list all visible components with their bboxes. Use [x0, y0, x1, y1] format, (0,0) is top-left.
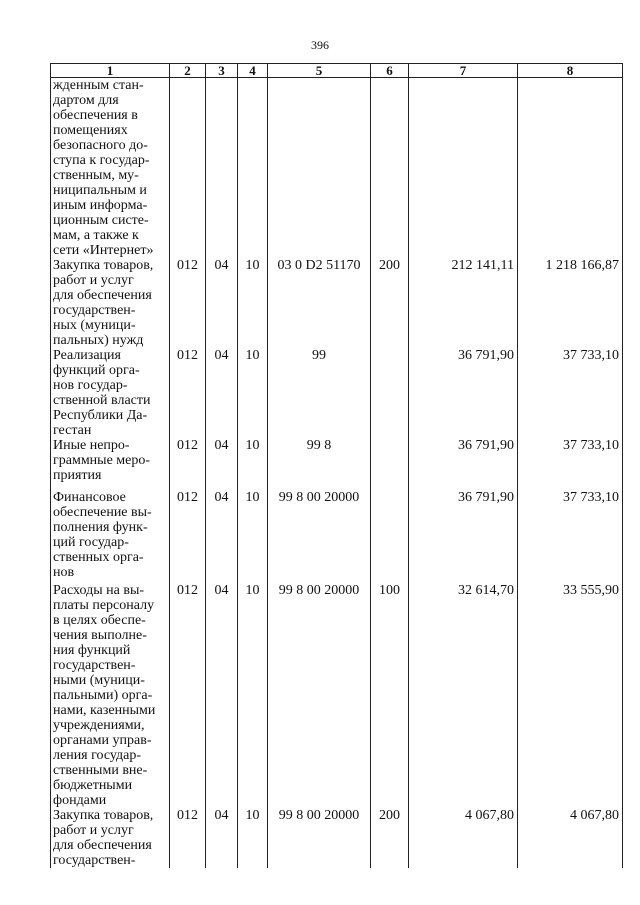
cell-expense-type: 200 — [371, 258, 409, 348]
cell-amount-year-1: 4 067,80 — [409, 808, 518, 868]
cell-expense-type: 100 — [371, 583, 409, 808]
cell-subsection: 10 — [238, 348, 268, 438]
cell-ministry-code: 012 — [170, 808, 206, 868]
cell-target-article: 99 — [268, 348, 371, 438]
column-header-3: 3 — [206, 64, 238, 78]
row-name: жденным стан- дартом для обеспечения в помещениях безопасного до- ступа к государ- ственным, му- ниципальным и иным информа- ционным систе- мам, а также к сети «Интернет» — [51, 78, 170, 259]
row-name: Закупка товаров, работ и услуг для обеспечения государствен- — [51, 808, 170, 868]
cell-amount-year-1: 36 791,90 — [409, 348, 518, 438]
cell-expense-type — [371, 78, 409, 259]
cell-expense-type: 200 — [371, 808, 409, 868]
cell-subsection: 10 — [238, 808, 268, 868]
cell-amount-year-1 — [409, 78, 518, 259]
column-header-4: 4 — [238, 64, 268, 78]
row-name: Финансовое обеспечение вы- полнения функ- ций государ- ственных орга- нов — [51, 490, 170, 583]
cell-ministry-code: 012 — [170, 438, 206, 490]
column-header-7: 7 — [409, 64, 518, 78]
cell-amount-year-1: 36 791,90 — [409, 438, 518, 490]
cell-ministry-code: 012 — [170, 348, 206, 438]
cell-target-article — [268, 78, 371, 259]
cell-amount-year-2: 37 733,10 — [518, 348, 623, 438]
page-number: 396 — [311, 38, 329, 52]
table-row — [51, 348, 623, 438]
cell-expense-type — [371, 348, 409, 438]
cell-subsection — [238, 78, 268, 259]
column-header-6: 6 — [371, 64, 409, 78]
cell-amount-year-1: 36 791,90 — [409, 490, 518, 583]
cell-amount-year-2 — [518, 78, 623, 259]
cell-amount-year-2: 37 733,10 — [518, 438, 623, 490]
table-row — [51, 438, 623, 490]
cell-section: 04 — [206, 490, 238, 583]
table-row — [51, 583, 623, 808]
cell-section: 04 — [206, 258, 238, 348]
row-name: Закупка товаров, работ и услуг для обеспечения государствен- ных (муници- пальных) нужд — [51, 258, 170, 348]
cell-subsection: 10 — [238, 583, 268, 808]
column-header-8: 8 — [518, 64, 623, 78]
row-name: Реализация функций орга- нов государ- ственной власти Республики Да- гестан — [51, 348, 170, 438]
column-header-5: 5 — [268, 64, 371, 78]
table-row — [51, 490, 623, 583]
cell-ministry-code: 012 — [170, 258, 206, 348]
cell-target-article: 99 8 00 20000 — [268, 808, 371, 868]
cell-amount-year-2: 37 733,10 — [518, 490, 623, 583]
cell-section: 04 — [206, 348, 238, 438]
cell-target-article: 99 8 00 20000 — [268, 490, 371, 583]
column-header-row — [51, 64, 623, 78]
column-header-1: 1 — [51, 64, 170, 78]
cell-subsection: 10 — [238, 438, 268, 490]
cell-amount-year-2: 4 067,80 — [518, 808, 623, 868]
row-name: Иные непро- граммные меро- приятия — [51, 438, 170, 490]
cell-section: 04 — [206, 808, 238, 868]
cell-amount-year-2: 1 218 166,87 — [518, 258, 623, 348]
cell-amount-year-1: 212 141,11 — [409, 258, 518, 348]
cell-subsection: 10 — [238, 258, 268, 348]
column-header-2: 2 — [170, 64, 206, 78]
table-row — [51, 78, 623, 259]
cell-target-article: 03 0 D2 51170 — [268, 258, 371, 348]
cell-section: 04 — [206, 583, 238, 808]
cell-expense-type — [371, 490, 409, 583]
cell-amount-year-1: 32 614,70 — [409, 583, 518, 808]
table-row — [51, 808, 623, 868]
budget-table — [50, 63, 623, 868]
cell-target-article: 99 8 00 20000 — [268, 583, 371, 808]
cell-ministry-code: 012 — [170, 490, 206, 583]
cell-ministry-code: 012 — [170, 583, 206, 808]
cell-target-article: 99 8 — [268, 438, 371, 490]
cell-ministry-code — [170, 78, 206, 259]
table-row — [51, 258, 623, 348]
cell-section — [206, 78, 238, 259]
cell-expense-type — [371, 438, 409, 490]
cell-section: 04 — [206, 438, 238, 490]
cell-amount-year-2: 33 555,90 — [518, 583, 623, 808]
cell-subsection: 10 — [238, 490, 268, 583]
row-name: Расходы на вы- платы персоналу в целях обеспе- чения выполне- ния функций государствен- ными (муници- пальными) орга- нами, казенными учреждениями, органами управ- ления государ- ственными вне- бюджетными фондами — [51, 583, 170, 808]
